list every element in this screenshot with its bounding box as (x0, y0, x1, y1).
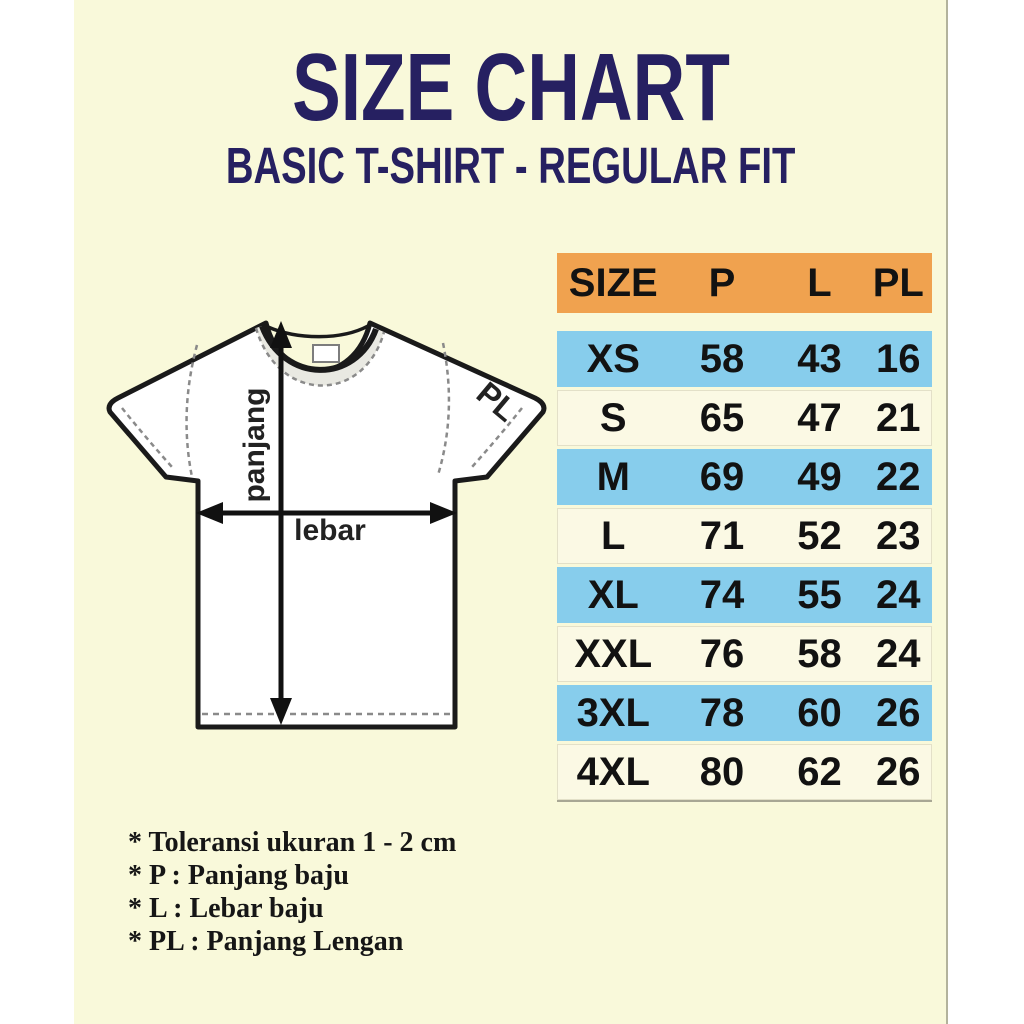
size-cell: XXL (574, 631, 653, 676)
note-line: * Toleransi ukuran 1 - 2 cm (128, 827, 457, 858)
size-cell: XS (586, 336, 640, 381)
pl-value-cell: 24 (876, 631, 921, 676)
page-title-text: SIZE CHART (292, 34, 730, 141)
length-label: panjang (237, 387, 271, 503)
l-value-cell: 47 (797, 395, 842, 440)
l-value-cell: 60 (797, 690, 842, 735)
size-table-rows (557, 331, 932, 802)
pl-value-cell: 21 (876, 395, 921, 440)
pl-value-cell: 16 (876, 336, 921, 381)
sleeve-length-label: PL (469, 374, 525, 429)
size-table (557, 253, 932, 802)
note-line: * PL : Panjang Lengan (128, 926, 404, 957)
table-row (557, 449, 932, 505)
p-value-cell: 76 (699, 631, 745, 676)
note-line: * L : Lebar baju (128, 893, 324, 924)
l-value-cell: 49 (797, 454, 842, 499)
pl-value-cell: 26 (876, 690, 921, 735)
column-header-pl: PL (872, 260, 924, 305)
page-subtitle-text: BASIC T-SHIRT - REGULAR FIT (226, 137, 796, 194)
l-value-cell: 43 (797, 336, 842, 381)
size-cell: S (599, 395, 627, 440)
table-row (557, 390, 932, 446)
p-value-cell: 80 (699, 749, 745, 794)
table-row (557, 626, 932, 682)
tshirt-diagram (92, 312, 552, 742)
p-value-cell: 58 (699, 336, 745, 381)
width-label: lebar (294, 514, 366, 547)
p-value-cell: 65 (699, 395, 745, 440)
size-cell: 3XL (576, 690, 650, 735)
table-row (557, 508, 932, 564)
l-value-cell: 62 (797, 749, 842, 794)
column-header-p: P (708, 260, 736, 305)
size-cell: L (601, 513, 626, 558)
pl-value-cell: 24 (876, 572, 921, 617)
size-cell: M (596, 454, 630, 499)
p-value-cell: 71 (699, 513, 745, 558)
table-row (557, 567, 932, 623)
table-row (557, 331, 932, 387)
page-title (74, 34, 948, 141)
pl-value-cell: 22 (876, 454, 921, 499)
size-cell: XL (587, 572, 639, 617)
l-value-cell: 58 (797, 631, 842, 676)
note-line: * P : Panjang baju (128, 860, 349, 891)
table-row (557, 744, 932, 800)
column-header-size: SIZE (568, 260, 658, 305)
p-value-cell: 78 (699, 690, 745, 735)
pl-value-cell: 23 (876, 513, 921, 558)
l-value-cell: 52 (797, 513, 842, 558)
size-cell: 4XL (576, 749, 650, 794)
l-value-cell: 55 (797, 572, 842, 617)
size-table-header (557, 253, 932, 313)
page-subtitle (74, 137, 948, 194)
neck-label-tag (313, 345, 339, 362)
p-value-cell: 74 (699, 572, 745, 617)
column-header-l: L (807, 260, 832, 305)
p-value-cell: 69 (699, 454, 745, 499)
notes (128, 826, 688, 958)
table-row (557, 685, 932, 741)
pl-value-cell: 26 (876, 749, 921, 794)
